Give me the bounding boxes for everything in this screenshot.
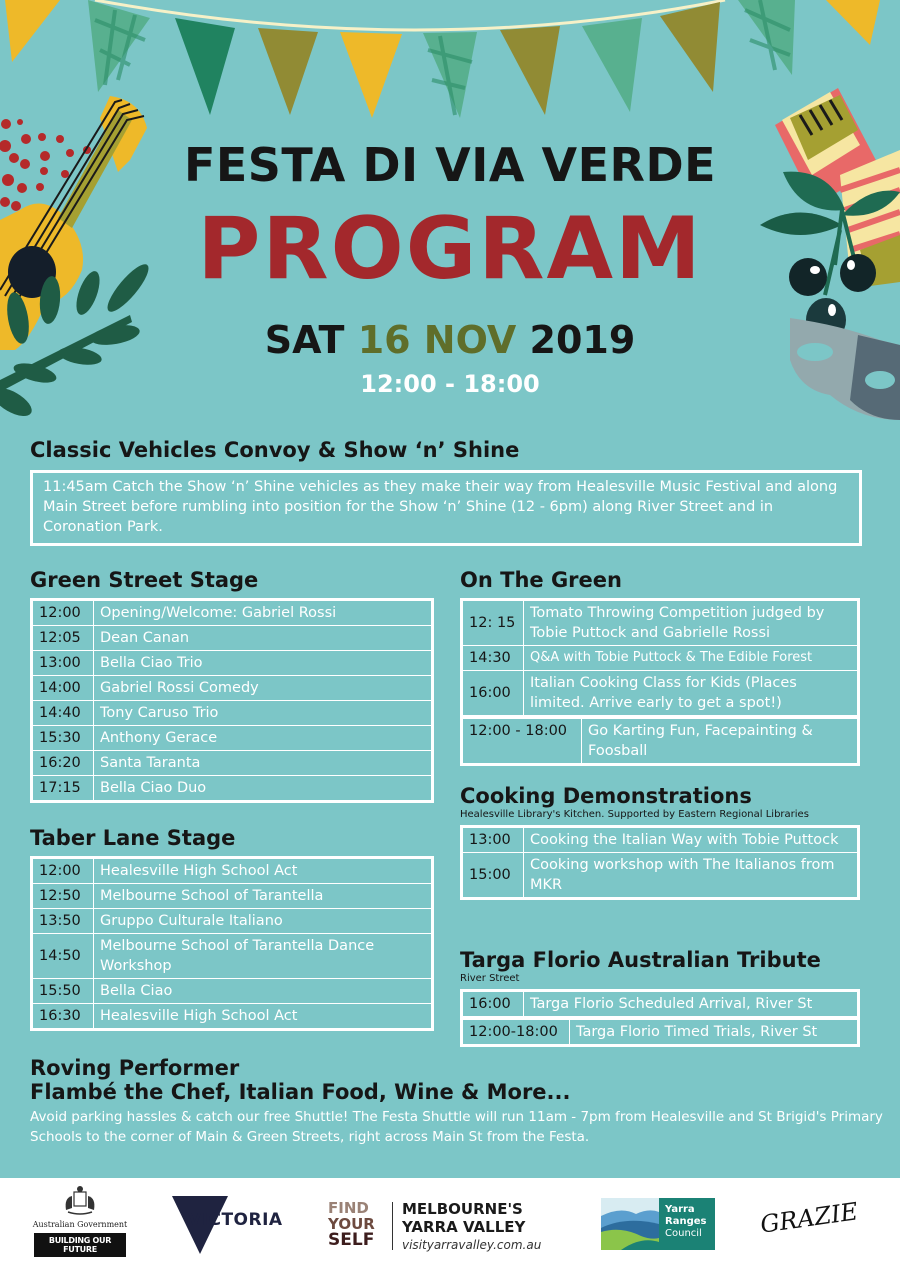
sponsor-footer (0, 1178, 900, 1269)
taber-lane-stage-table (30, 856, 434, 1031)
event-cell: Santa Taranta (94, 751, 433, 776)
taber-lane-stage-title: Taber Lane Stage (30, 826, 236, 850)
table-row (462, 991, 859, 1018)
on-the-green-title: On The Green (460, 568, 622, 592)
targa-florio-title: Targa Florio Australian Tribute (460, 948, 821, 972)
table-row (462, 719, 859, 765)
targa-florio-subtitle: River Street (460, 973, 520, 985)
taber-lane-stage-section (30, 826, 434, 1031)
green-street-stage-title: Green Street Stage (30, 568, 259, 592)
event-date (0, 318, 900, 362)
on-the-green-section (460, 568, 860, 766)
time-cell: 16:30 (32, 1004, 94, 1030)
roving-title: Roving Performer (30, 1056, 240, 1080)
table-row (462, 671, 859, 717)
targa-florio-section (460, 948, 860, 1047)
time-cell: 12:05 (32, 626, 94, 651)
time-cell: 15:30 (32, 726, 94, 751)
yarra-valley-logo (328, 1200, 558, 1255)
table-row (32, 626, 433, 651)
date-year: 2019 (529, 318, 636, 362)
event-cell: Tomato Throwing Competition judged by Tobie Puttock and Gabrielle Rossi (524, 600, 859, 646)
time-cell: 14:50 (32, 934, 94, 979)
event-cell: Targa Florio Timed Trials, River St (570, 1020, 859, 1046)
cooking-demos-subtitle: Healesville Library's Kitchen. Supported by Eastern Regional Libraries (460, 809, 809, 821)
table-row (32, 884, 433, 909)
your-text: YOUR (328, 1215, 375, 1233)
food-wine-title: Flambé the Chef, Italian Food, Wine & More... (30, 1080, 571, 1105)
table-row (462, 827, 859, 853)
victoria-logo (172, 1196, 282, 1256)
event-cell: Anthony Gerace (94, 726, 433, 751)
time-cell: 12:50 (32, 884, 94, 909)
on-the-green-table (460, 598, 860, 718)
time-cell: 15:00 (462, 853, 524, 899)
bunting-string-icon (95, 0, 725, 30)
event-cell: Dean Canan (94, 626, 433, 651)
green-street-stage-table (30, 598, 434, 803)
time-cell: 13:00 (32, 651, 94, 676)
time-cell: 13:50 (32, 909, 94, 934)
event-cell: Healesville High School Act (94, 1004, 433, 1030)
yarra-text: Yarra (665, 1204, 695, 1215)
victoria-text: VICTORIA (188, 1210, 283, 1230)
event-cell: Bella Ciao Duo (94, 776, 433, 802)
time-cell: 12:00 (32, 600, 94, 626)
find-text: FIND (328, 1199, 369, 1217)
event-cell: Opening/Welcome: Gabriel Rossi (94, 600, 433, 626)
event-cell: Italian Cooking Class for Kids (Places limited. Arrive early to get a spot!) (524, 671, 859, 717)
time-cell: 12:00 (32, 858, 94, 884)
table-row (32, 651, 433, 676)
time-cell: 13:00 (462, 827, 524, 853)
shuttle-info: Avoid parking hassles & catch our free Shuttle! The Festa Shuttle will run 11am - 7pm from Healesville and St Brigid's Primary Schools to the corner of Main & Green Streets, right across Main St from the Festa. (30, 1109, 883, 1146)
on-the-green-table-extra (460, 718, 860, 766)
yarra-ranges-logo (601, 1198, 715, 1250)
melbournes-text: MELBOURNE'S (402, 1200, 523, 1218)
table-row (32, 676, 433, 701)
event-cell: Q&A with Tobie Puttock & The Edible Forest (524, 646, 859, 671)
classic-vehicles-box (30, 470, 862, 546)
event-cell: Healesville High School Act (94, 858, 433, 884)
australian-government-logo (30, 1184, 130, 1257)
cooking-demos-table (460, 825, 860, 900)
time-cell: 16:20 (32, 751, 94, 776)
classic-vehicles-description: 11:45am Catch the Show ‘n’ Shine vehicles as they make their way from Healesville Music Festival and along Main Street before rumbling into position for the Show ‘n’ Shine (12 - 6pm) along River Street and in Coronation Park. (43, 479, 838, 536)
table-row (32, 1004, 433, 1030)
table-row (32, 909, 433, 934)
time-cell: 15:50 (32, 979, 94, 1004)
event-cell: Bella Ciao Trio (94, 651, 433, 676)
time-cell: 14:30 (462, 646, 524, 671)
event-cell: Go Karting Fun, Facepainting & Foosball (582, 719, 859, 765)
program-heading: PROGRAM (197, 199, 703, 299)
table-row (32, 726, 433, 751)
event-cell: Melbourne School of Tarantella Dance Workshop (94, 934, 433, 979)
time-cell: 14:00 (32, 676, 94, 701)
classic-vehicles-section (30, 438, 862, 546)
table-row (462, 646, 859, 671)
event-cell: Melbourne School of Tarantella (94, 884, 433, 909)
time-cell: 14:40 (32, 701, 94, 726)
event-cell: Bella Ciao (94, 979, 433, 1004)
table-row (32, 776, 433, 802)
time-cell: 12:00 - 18:00 (462, 719, 582, 765)
coat-of-arms-icon (60, 1184, 100, 1216)
green-street-stage-section (30, 568, 434, 803)
table-row (462, 1020, 859, 1046)
table-row (32, 979, 433, 1004)
table-row (32, 701, 433, 726)
time-cell: 12:00-18:00 (462, 1020, 570, 1046)
cooking-demos-title: Cooking Demonstrations (460, 784, 752, 808)
aus-gov-tagline: BUILDING OUR FUTURE (34, 1233, 126, 1257)
hills-icon (601, 1198, 659, 1250)
table-row (32, 751, 433, 776)
time-cell: 12: 15 (462, 600, 524, 646)
time-cell: 16:00 (462, 671, 524, 717)
table-row (32, 858, 433, 884)
table-row (462, 853, 859, 899)
self-text: SELF (328, 1230, 375, 1250)
event-cell: Gruppo Culturale Italiano (94, 909, 433, 934)
yarra-valley-url: visityarravalley.com.au (402, 1238, 542, 1252)
event-cell: Cooking the Italian Way with Tobie Puttock (524, 827, 859, 853)
table-row (462, 600, 859, 646)
targa-florio-table-extra (460, 1019, 860, 1047)
time-cell: 16:00 (462, 991, 524, 1018)
event-cell: Targa Florio Scheduled Arrival, River St (524, 991, 859, 1018)
time-cell: 17:15 (32, 776, 94, 802)
targa-florio-table (460, 989, 860, 1019)
event-hours: 12:00 - 18:00 (360, 370, 540, 398)
roving-section (30, 1056, 890, 1147)
council-text: Council (665, 1228, 702, 1239)
aus-gov-name: Australian Government (32, 1220, 128, 1229)
event-cell: Tony Caruso Trio (94, 701, 433, 726)
yarra-valley-text: YARRA VALLEY (402, 1218, 526, 1236)
event-cell: Gabriel Rossi Comedy (94, 676, 433, 701)
date-day: SAT (264, 318, 345, 362)
table-row (32, 600, 433, 626)
grazie-text: GRAZIE (758, 1197, 860, 1239)
date-day-month: 16 NOV (357, 318, 517, 362)
ranges-text: Ranges (665, 1216, 707, 1227)
table-row (32, 934, 433, 979)
divider (392, 1202, 393, 1250)
event-cell: Cooking workshop with The Italianos from MKR (524, 853, 859, 899)
cooking-demos-section (460, 784, 860, 900)
classic-vehicles-title: Classic Vehicles Convoy & Show ‘n’ Shine (30, 438, 520, 462)
festival-title: FESTA DI VIA VERDE (183, 138, 717, 192)
bunting-flags-icon (5, 0, 880, 118)
